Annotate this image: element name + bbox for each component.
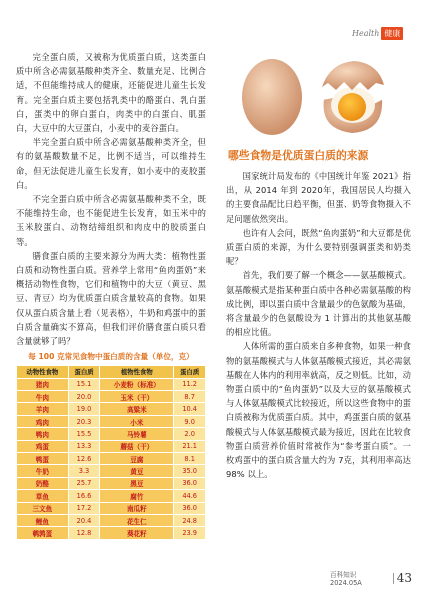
protein-value-cell: 35.0: [174, 465, 206, 477]
section-title: 哪些食物是优质蛋白质的来源: [228, 149, 369, 162]
col-header: 动物性食物: [17, 366, 69, 378]
protein-value-cell: 36.0: [174, 477, 206, 489]
food-name-cell: 南瓜籽: [100, 502, 174, 514]
food-name-cell: 羊肉: [17, 403, 69, 415]
protein-value-cell: 8.1: [174, 453, 206, 465]
protein-value-cell: 24.8: [174, 514, 206, 526]
food-name-cell: 鸭蛋: [17, 453, 69, 465]
food-name-cell: 草鱼: [17, 490, 69, 502]
protein-value-cell: 15.5: [68, 428, 100, 440]
food-name-cell: 鸡肉: [17, 415, 69, 427]
protein-value-cell: 17.2: [68, 502, 100, 514]
protein-value-cell: 20.4: [68, 514, 100, 526]
food-name-cell: 腐竹: [100, 490, 174, 502]
table-row: [17, 440, 206, 452]
food-name-cell: 高粱米: [100, 403, 174, 415]
protein-value-cell: 3.3: [68, 465, 100, 477]
protein-value-cell: 23.9: [174, 527, 206, 539]
table-row: [17, 465, 206, 477]
egg-photo: [226, 53, 411, 139]
food-name-cell: 牛奶: [17, 465, 69, 477]
protein-value-cell: 11.2: [174, 378, 206, 390]
protein-value-cell: 16.6: [68, 490, 100, 502]
table-row: [17, 490, 206, 502]
food-name-cell: 玉米（干）: [100, 391, 174, 403]
table-row: [17, 477, 206, 489]
table-row: [17, 403, 206, 415]
protein-value-cell: 36.0: [174, 502, 206, 514]
magazine-issue: 百科知识 2024.05A: [330, 571, 362, 587]
protein-value-cell: 19.0: [68, 403, 100, 415]
table-body: [17, 378, 206, 539]
protein-value-cell: 44.6: [174, 490, 206, 502]
body-paragraph: 膳食蛋白质的主要来源分为两大类：植物性蛋白质和动物性蛋白质。营养学上常用“鱼肉蛋奶”来概括动物性食物，它们和植物中的大豆（黄豆、黑豆、青豆）均为优质蛋白质含量较高的食物。如果仅从蛋白质含量上看（见表格），牛奶和鸡蛋中的蛋白质含量确实不算高，但我们评价膳食蛋白质只看含量就够了吗？: [16, 250, 206, 347]
food-name-cell: 蘑菇（干）: [100, 440, 174, 452]
table-row: [17, 527, 206, 539]
food-name-cell: 黄豆: [100, 465, 174, 477]
section-header: [352, 27, 410, 40]
protein-value-cell: 25.7: [68, 477, 100, 489]
table-row: [17, 378, 206, 390]
food-name-cell: 花生仁: [100, 514, 174, 526]
page-footer: [330, 569, 412, 587]
food-name-cell: 鲤鱼: [17, 514, 69, 526]
footer-divider: [393, 573, 394, 584]
table-header-row: [17, 366, 206, 378]
left-column: [16, 50, 206, 540]
table-row: [17, 453, 206, 465]
food-name-cell: 鸡蛋: [17, 440, 69, 452]
protein-table: [16, 365, 206, 539]
food-name-cell: 鹌鹑蛋: [17, 527, 69, 539]
food-name-cell: 小麦粉（标准）: [100, 378, 174, 390]
food-name-cell: 三文鱼: [17, 502, 69, 514]
protein-value-cell: 20.3: [68, 415, 100, 427]
protein-value-cell: 15.1: [68, 378, 100, 390]
food-name-cell: 鸭肉: [17, 428, 69, 440]
food-name-cell: 小米: [100, 415, 174, 427]
col-header: 蛋白质: [174, 366, 206, 378]
right-column: [226, 53, 411, 481]
table-row: [17, 502, 206, 514]
body-paragraph: 半完全蛋白质中所含必需氨基酸种类齐全，但有的氨基酸数量不足，比例不适当，可以维持生命，但无法促进儿童生长发育，如小麦中的麦胶蛋白。: [16, 137, 206, 190]
body-paragraph: 也许有人会问，既然“鱼肉蛋奶”和大豆都是优质蛋白质的来源，为什么要特别强调蛋类和奶类呢？: [226, 227, 411, 267]
section-label-cn: 健康: [381, 27, 403, 40]
food-name-cell: 猪肉: [17, 378, 69, 390]
table-row: [17, 415, 206, 427]
body-paragraph: 不完全蛋白质中所含必需氨基酸种类不全，既不能维持生命，也不能促进生长发育，如玉米中的玉米胶蛋白、动物结缔组织和肉皮中的胶质蛋白等。: [16, 194, 206, 247]
food-name-cell: 葵花籽: [100, 527, 174, 539]
table-row: [17, 391, 206, 403]
body-paragraph: 完全蛋白质，又被称为优质蛋白质，这类蛋白质中所含必需氨基酸种类齐全、数量充足、比例合适，不但能维持成人的健康，还能促进儿童生长发育。完全蛋白质主要包括乳类中的酪蛋白、乳白蛋白，蛋类中的卵白蛋白，肉类中的白蛋白、肌蛋白，大豆中的大豆蛋白，小麦中的麦谷蛋白。: [16, 52, 206, 134]
page-number: 43: [396, 571, 412, 585]
protein-value-cell: 13.3: [68, 440, 100, 452]
section-label-en: Health: [352, 29, 380, 38]
protein-value-cell: 21.1: [174, 440, 206, 452]
food-name-cell: 牛肉: [17, 391, 69, 403]
food-name-cell: 奶酪: [17, 477, 69, 489]
protein-value-cell: 12.8: [68, 527, 100, 539]
col-header: 蛋白质: [68, 366, 100, 378]
table-row: [17, 428, 206, 440]
protein-value-cell: 2.0: [174, 428, 206, 440]
table-row: [17, 514, 206, 526]
protein-value-cell: 20.0: [68, 391, 100, 403]
protein-value-cell: 9.0: [174, 415, 206, 427]
protein-value-cell: 10.4: [174, 403, 206, 415]
col-header: 植物性食物: [100, 366, 174, 378]
food-name-cell: 马铃薯: [100, 428, 174, 440]
body-paragraph: 首先，我们要了解一个概念——氨基酸模式。氨基酸模式是指某种蛋白质中各种必需氨基酸的构成比例，即以蛋白质中含量最少的色氨酸为基础，将含量最少的色氨酸设为 1 计算出的其他氨基酸的相应比值。: [226, 270, 411, 338]
protein-value-cell: 12.6: [68, 453, 100, 465]
food-name-cell: 黑豆: [100, 477, 174, 489]
food-name-cell: 豆腐: [100, 453, 174, 465]
body-paragraph: 人体所需的蛋白质来自多种食物，如果一种食物的氨基酸模式与人体氨基酸模式接近，其必需氨基酸在人体内的利用率就高，反之则低。比如，动物蛋白质中的“鱼肉蛋奶”以及大豆的氨基酸模式与人体氨基酸模式比较接近，所以这些食物中的蛋白质被称为优质蛋白质。其中，鸡蛋蛋白质的氨基酸模式与人体氨基酸模式最为接近，因此在比较食物蛋白质营养价值时常被作为“参考蛋白质”。一枚鸡蛋中的蛋白质含量大约为 7克，其利用率高达 98% 以上。: [226, 341, 411, 480]
protein-value-cell: 8.7: [174, 391, 206, 403]
body-paragraph: 国家统计局发布的《中国统计年鉴 2021》指出，从 2014 年到 2020年，我国居民人均摄入的主要食品配比日趋平衡，但蛋、奶等食物摄入不足问题依然突出。: [226, 171, 411, 224]
table-title: 每 100 克常见食物中蛋白质的含量（单位，克）: [28, 352, 194, 362]
